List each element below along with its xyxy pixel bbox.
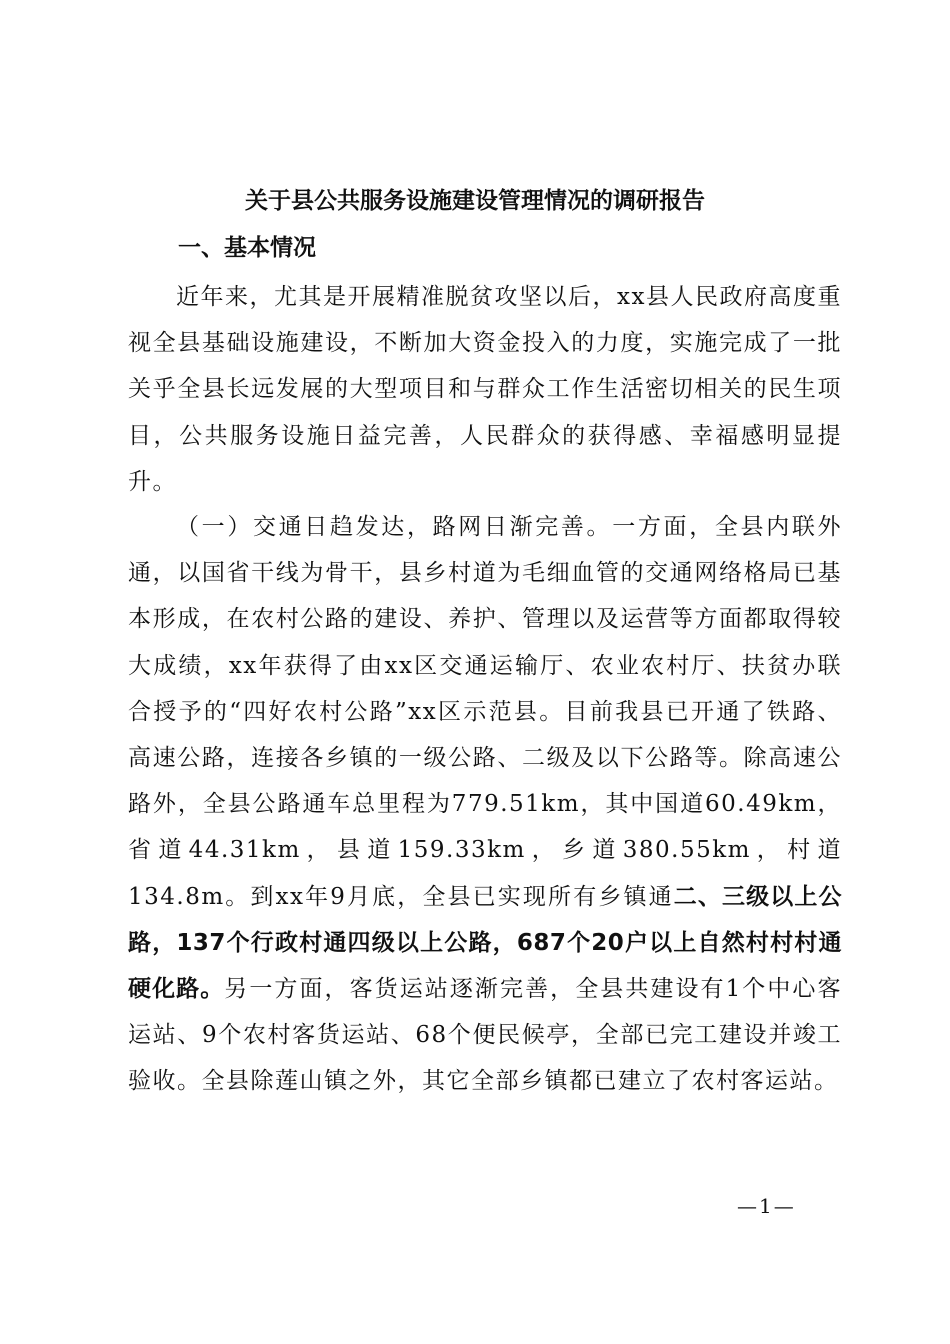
paragraph-transportation-bold-text: 二、三级以上公路，137个行政村通四级以上公路，687个20户以上自然村村村通硬化路。	[128, 883, 843, 1003]
subheading-transportation: （一）交通日趋发达，路网日渐完善。	[176, 514, 613, 540]
page-number: —1—	[737, 1194, 796, 1218]
paragraph-transportation	[128, 504, 842, 1105]
paragraph-transportation-text-a: 一方面，全县内联外通，以国省干线为骨干，县乡村道为毛细血管的交通网络格局已基本形成，在农村公路的建设、养护、管理以及运营等方面都取得较大成绩，xx年获得了由xx区交通运输厅、农业农村厅、扶贫办联合授予的“四好农村公路”xx区示范县。目前我县已开通了铁路、高速公路，连接各乡镇的一级公路、二级及以下公路等。除高速公路外，全县公路通车总里程为779.51km，其中国道60.49km，省道44.31km，县道159.33km，乡道380.55km，村道134.8m。到xx年9月底，全县已实现所有乡镇通	[128, 514, 843, 910]
paragraph-overview: 近年来，尤其是开展精准脱贫攻坚以后，xx县人民政府高度重视全县基础设施建设，不断加大资金投入的力度，实施完成了一批关乎全县长远发展的大型项目和与群众工作生活密切相关的民生项目，公共服务设施日益完善，人民群众的获得感、幸福感明显提升。	[128, 284, 842, 495]
section-heading-basic-situation: 一、基本情况	[178, 235, 316, 261]
paragraph-transportation-text-b: 另一方面，客货运站逐渐完善，全县共建设有1个中心客运站、9个农村客货运站、68个便民候亭，全部已完工建设并竣工验收。全县除莲山镇之外，其它全部乡镇都已建立了农村客运站。	[128, 976, 842, 1095]
document-title: 关于县公共服务设施建设管理情况的调研报告	[245, 187, 705, 214]
